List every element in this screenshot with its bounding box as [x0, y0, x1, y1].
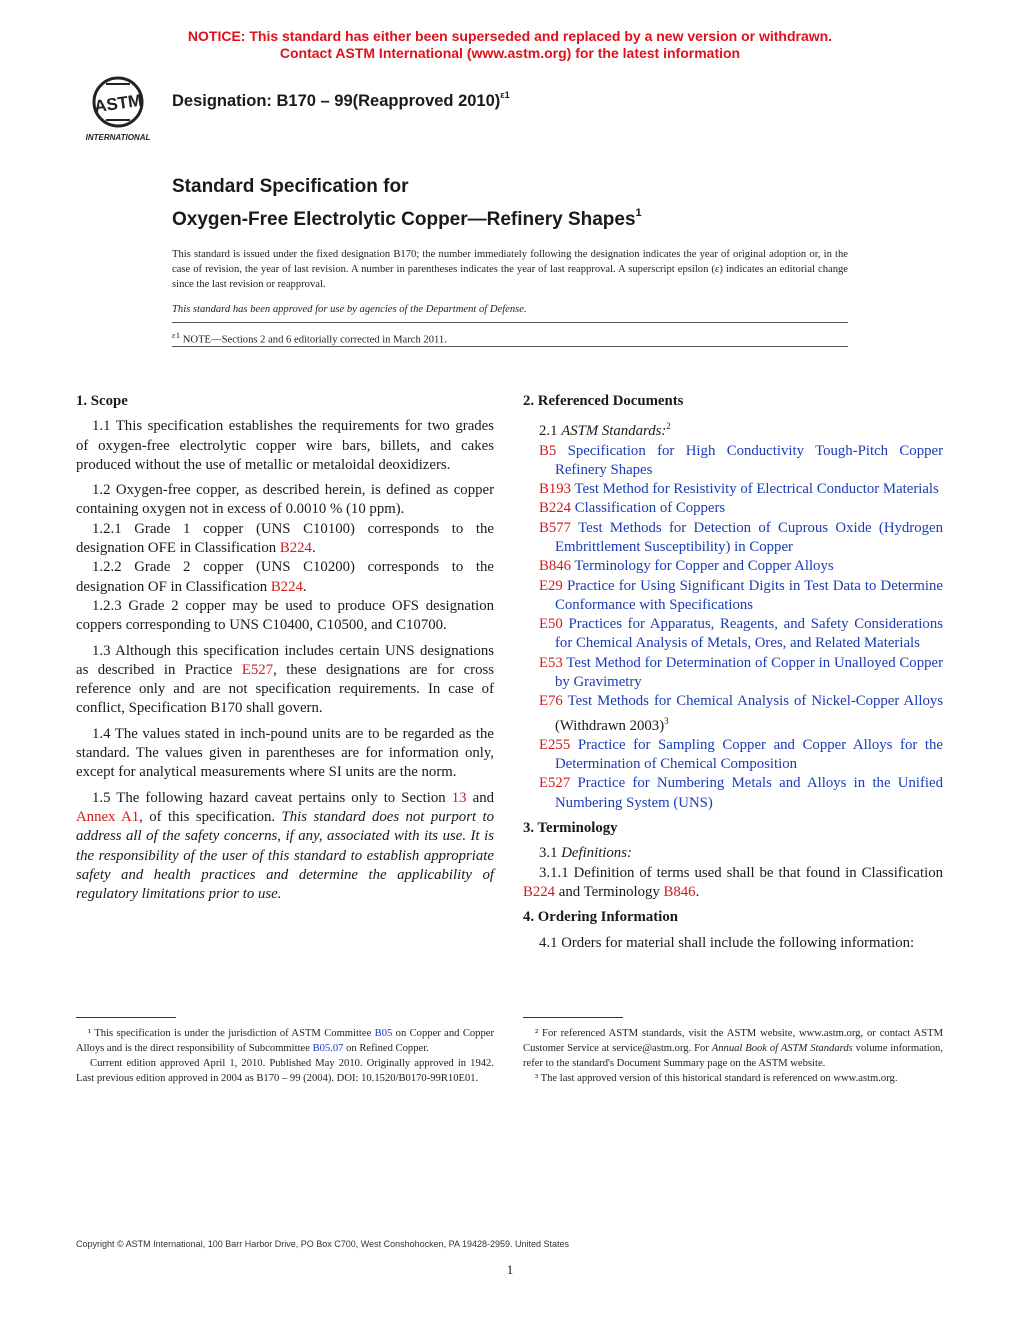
- para-text: , these designations are for cross reference only and are not specification requirements. In case of conflict, Specification B170 shall govern.: [76, 661, 494, 717]
- para-text: 3.1: [539, 845, 562, 862]
- para-1-3: [76, 642, 494, 719]
- withdrawn-note: (Withdrawn 2003): [555, 717, 665, 734]
- footnote-marker: 3: [664, 715, 669, 726]
- withdrawal-notice: [0, 28, 1020, 62]
- footnote-2: [523, 1026, 943, 1071]
- para-1-5: [76, 789, 494, 905]
- ref-link-annex-a1[interactable]: Annex A1: [76, 808, 140, 825]
- para-text: and Terminology: [555, 883, 664, 900]
- referenced-standard-item: [523, 442, 943, 481]
- footnotes-left: [76, 1026, 494, 1086]
- referenced-standard-item: [523, 692, 943, 736]
- para-text: 1.2.2 Grade 2 copper (UNS C10200) corresponds to the designation OF in Classification: [76, 559, 494, 595]
- para-text: ASTM Standards:: [561, 423, 667, 440]
- footnote-1-history: Current edition approved April 1, 2010. Published May 2010. Originally approved in 1942. Last previous edition approved in 2004 as B170 – 99 (2004). DOI: 10.1520/B0170-99R10E01.: [76, 1058, 494, 1084]
- ref-link-b224[interactable]: B224: [270, 578, 303, 595]
- astm-logo: [76, 72, 160, 144]
- divider: [172, 346, 848, 347]
- standard-title-link[interactable]: Specification for High Conductivity Tough-Pitch Copper Refinery Shapes: [555, 442, 943, 478]
- issuance-statement: This standard is issued under the fixed designation B170; the number immediately following the designation indicates the year of original adoption or, in the case of revision, the year of last revision. A number in parentheses indicates the year of last reapproval. A superscript epsilon (ε) indicates an editorial change since the last revision or reapproval.: [172, 249, 848, 290]
- para-1-2-3: 1.2.3 Grade 2 copper may be used to produce OFS designation coppers corresponding to UNS C10400, C10500, and C10700.: [76, 597, 494, 634]
- designation-epsilon: ε1: [500, 90, 510, 100]
- notice-line-1: NOTICE: This standard has either been superseded and replaced by a new version or withdrawn.: [187, 28, 833, 44]
- standard-code-link[interactable]: E527: [539, 775, 571, 792]
- divider: [172, 322, 848, 323]
- para-text: 1.3 Although this specification includes certain UNS designations as described in Practice: [76, 642, 494, 678]
- standard-title-link[interactable]: Test Method for Determination of Copper in Unalloyed Copper by Gravimetry: [555, 654, 943, 691]
- para-text: , of this specification.: [139, 808, 282, 825]
- title-line-2: [172, 200, 642, 233]
- standard-code-link[interactable]: E53: [539, 654, 563, 671]
- dod-approval-statement: This standard has been approved for use by agencies of the Department of Defense.: [172, 304, 527, 315]
- para-1-2-1: [76, 520, 494, 559]
- referenced-standard-item: [523, 774, 943, 813]
- footnote-text: on Copper and Copper Alloys and is the direct responsibility of Subcommittee: [76, 1028, 494, 1054]
- standard-title-link[interactable]: Practice for Numbering Metals and Alloys in the Unified Numbering System (UNS): [555, 775, 943, 811]
- standard-code-link[interactable]: E76: [539, 693, 563, 710]
- standard-title-link[interactable]: Test Methods for Chemical Analysis of Nickel-Copper Alloys: [562, 693, 943, 710]
- footnote-text: ¹ This specification is under the jurisdiction of ASTM Committee: [88, 1028, 375, 1039]
- footnote-text: ² For referenced ASTM standards, visit the ASTM website, www.astm.org, or contact ASTM Customer Service at service@astm.org. For: [523, 1028, 943, 1054]
- right-column: [523, 392, 943, 953]
- para-text: .: [311, 540, 316, 557]
- para-4-1: 4.1 Orders for material shall include the following information:: [539, 934, 915, 951]
- para-1-4: 1.4 The values stated in inch-pound units are to be regarded as the standard. The values given in parentheses are for information only, except for analytical measurements where SI units are the norm.: [76, 725, 494, 781]
- designation: [172, 90, 510, 111]
- footnotes-right: [523, 1026, 943, 1086]
- standard-code-link[interactable]: B224: [539, 500, 572, 517]
- standard-title-link[interactable]: Test Methods for Detection of Cuprous Oxide (Hydrogen Embrittlement Susceptibility) in Copper: [555, 519, 943, 555]
- standard-code-link[interactable]: E255: [539, 736, 571, 753]
- standard-title-link[interactable]: Practices for Apparatus, Reagents, and Safety Considerations for Chemical Analysis of Metals, Ores, and Related Materials: [555, 616, 943, 652]
- standard-code-link[interactable]: B5: [539, 442, 557, 459]
- para-1-2-2: [76, 558, 494, 597]
- ref-link-e527[interactable]: E527: [241, 661, 274, 678]
- referenced-standard-item: [523, 577, 943, 616]
- document-title: [172, 174, 642, 233]
- section-heading-ordering-information: 4. Ordering Information: [523, 909, 678, 926]
- title-footnote-marker: 1: [635, 207, 642, 219]
- link-b05[interactable]: B05: [374, 1028, 393, 1039]
- page-number: 1: [506, 1262, 514, 1277]
- para-3-1: [523, 844, 943, 863]
- section-heading-terminology: 3. Terminology: [523, 820, 618, 837]
- standard-title-link[interactable]: Practice for Using Significant Digits in Test Data to Determine Conformance with Specifications: [555, 577, 943, 613]
- referenced-standard-item: [523, 615, 943, 654]
- footnote-text: volume information, refer to the standard's Document Summary page on the ASTM website.: [523, 1043, 943, 1069]
- section-heading-referenced-documents: 2. Referenced Documents: [523, 393, 684, 409]
- para-2-1: [523, 417, 943, 441]
- footnote-text: Annual Book of ASTM Standards: [711, 1043, 853, 1054]
- footnote-text: on Refined Copper.: [343, 1043, 429, 1054]
- left-column: [76, 392, 494, 904]
- logo-wordmark: ASTM: [93, 90, 144, 117]
- para-text: .: [695, 883, 700, 900]
- ref-link-b846[interactable]: B846: [663, 883, 696, 900]
- referenced-standard-item: [523, 654, 943, 693]
- standard-code-link[interactable]: E29: [539, 577, 563, 594]
- para-text: 2.1: [539, 423, 562, 440]
- safety-caveat: This standard does not purport to address all of the safety concerns, if any, associated with its use. It is the responsibility of the user of this standard to establish appropriate safety and health practices and determine the applicability of regulatory limitations prior to use.: [76, 808, 494, 903]
- para-1-2: 1.2 Oxygen-free copper, as described herein, is defined as copper containing oxygen not in excess of 0.0010 % (10 ppm).: [76, 482, 494, 518]
- standard-title-link[interactable]: Test Method for Resistivity of Electrical Conductor Materials: [571, 481, 939, 498]
- standard-title-link[interactable]: Terminology for Copper and Copper Alloys: [571, 558, 834, 575]
- referenced-standard-item: [523, 736, 943, 775]
- footnote-marker: 2: [666, 421, 671, 432]
- para-text: 3.1.1 Definition of terms used shall be that found in Classification: [539, 864, 943, 881]
- designation-text: Designation: B170 – 99(Reapproved 2010): [172, 92, 501, 110]
- footnote-3: ³ The last approved version of this historical standard is referenced on www.astm.org.: [535, 1073, 898, 1084]
- para-text: .: [302, 578, 307, 595]
- link-b05-07[interactable]: B05.07: [312, 1043, 344, 1054]
- standard-code-link[interactable]: B193: [539, 481, 572, 498]
- astm-logo-icon: [76, 72, 160, 144]
- para-text: 1.2.1 Grade 1 copper (UNS C10100) corresponds to the designation OFE in Classification: [76, 520, 494, 557]
- ref-link-section-13[interactable]: 13: [451, 789, 467, 806]
- editorial-note-text: NOTE—Sections 2 and 6 editorially corrected in March 2011.: [180, 334, 447, 346]
- para-text: and: [466, 789, 494, 806]
- standard-code-link[interactable]: B846: [539, 558, 572, 575]
- footnote-divider: [523, 1017, 623, 1018]
- section-heading-scope: 1. Scope: [76, 393, 128, 409]
- para-text: 1.5 The following hazard caveat pertains only to Section: [92, 789, 452, 806]
- referenced-standard-item: [523, 519, 943, 558]
- title-line-2-text: Oxygen-Free Electrolytic Copper—Refinery Shapes: [172, 209, 636, 230]
- standard-title-link[interactable]: Practice for Sampling Copper and Copper Alloys for the Determination of Chemical Composition: [555, 736, 943, 773]
- referenced-standard-item: [523, 499, 943, 518]
- ref-link-b224[interactable]: B224: [279, 540, 312, 557]
- standard-code-link[interactable]: B577: [539, 519, 572, 536]
- editorial-note: [172, 328, 848, 348]
- logo-subtext: INTERNATIONAL: [85, 133, 151, 142]
- referenced-standard-item: [523, 480, 943, 499]
- ref-link-b224[interactable]: B224: [523, 883, 556, 900]
- standard-title-link[interactable]: Classification of Coppers: [571, 500, 726, 517]
- title-line-1: Standard Specification for: [172, 176, 409, 197]
- referenced-standard-item: [523, 557, 943, 576]
- standard-code-link[interactable]: E50: [539, 616, 563, 633]
- notice-line-2: Contact ASTM International (www.astm.org) for the latest information: [279, 45, 741, 61]
- footnote-divider: [76, 1017, 176, 1018]
- referenced-standards-list: [523, 442, 943, 814]
- para-3-1-1: [523, 864, 943, 903]
- editorial-note-epsilon: ε1: [172, 330, 181, 340]
- copyright-line: Copyright © ASTM International, 100 Barr Harbor Drive, PO Box C700, West Conshohocken, PA 19428-2959. United States: [76, 1239, 570, 1249]
- para-text: Definitions:: [561, 845, 632, 862]
- footnote-1: [76, 1026, 494, 1056]
- para-1-1: 1.1 This specification establishes the requirements for two grades of oxygen-free electrolytic copper wire bars, billets, and cakes produced without the use of metallic or metaloidal deoxidizers.: [76, 418, 494, 473]
